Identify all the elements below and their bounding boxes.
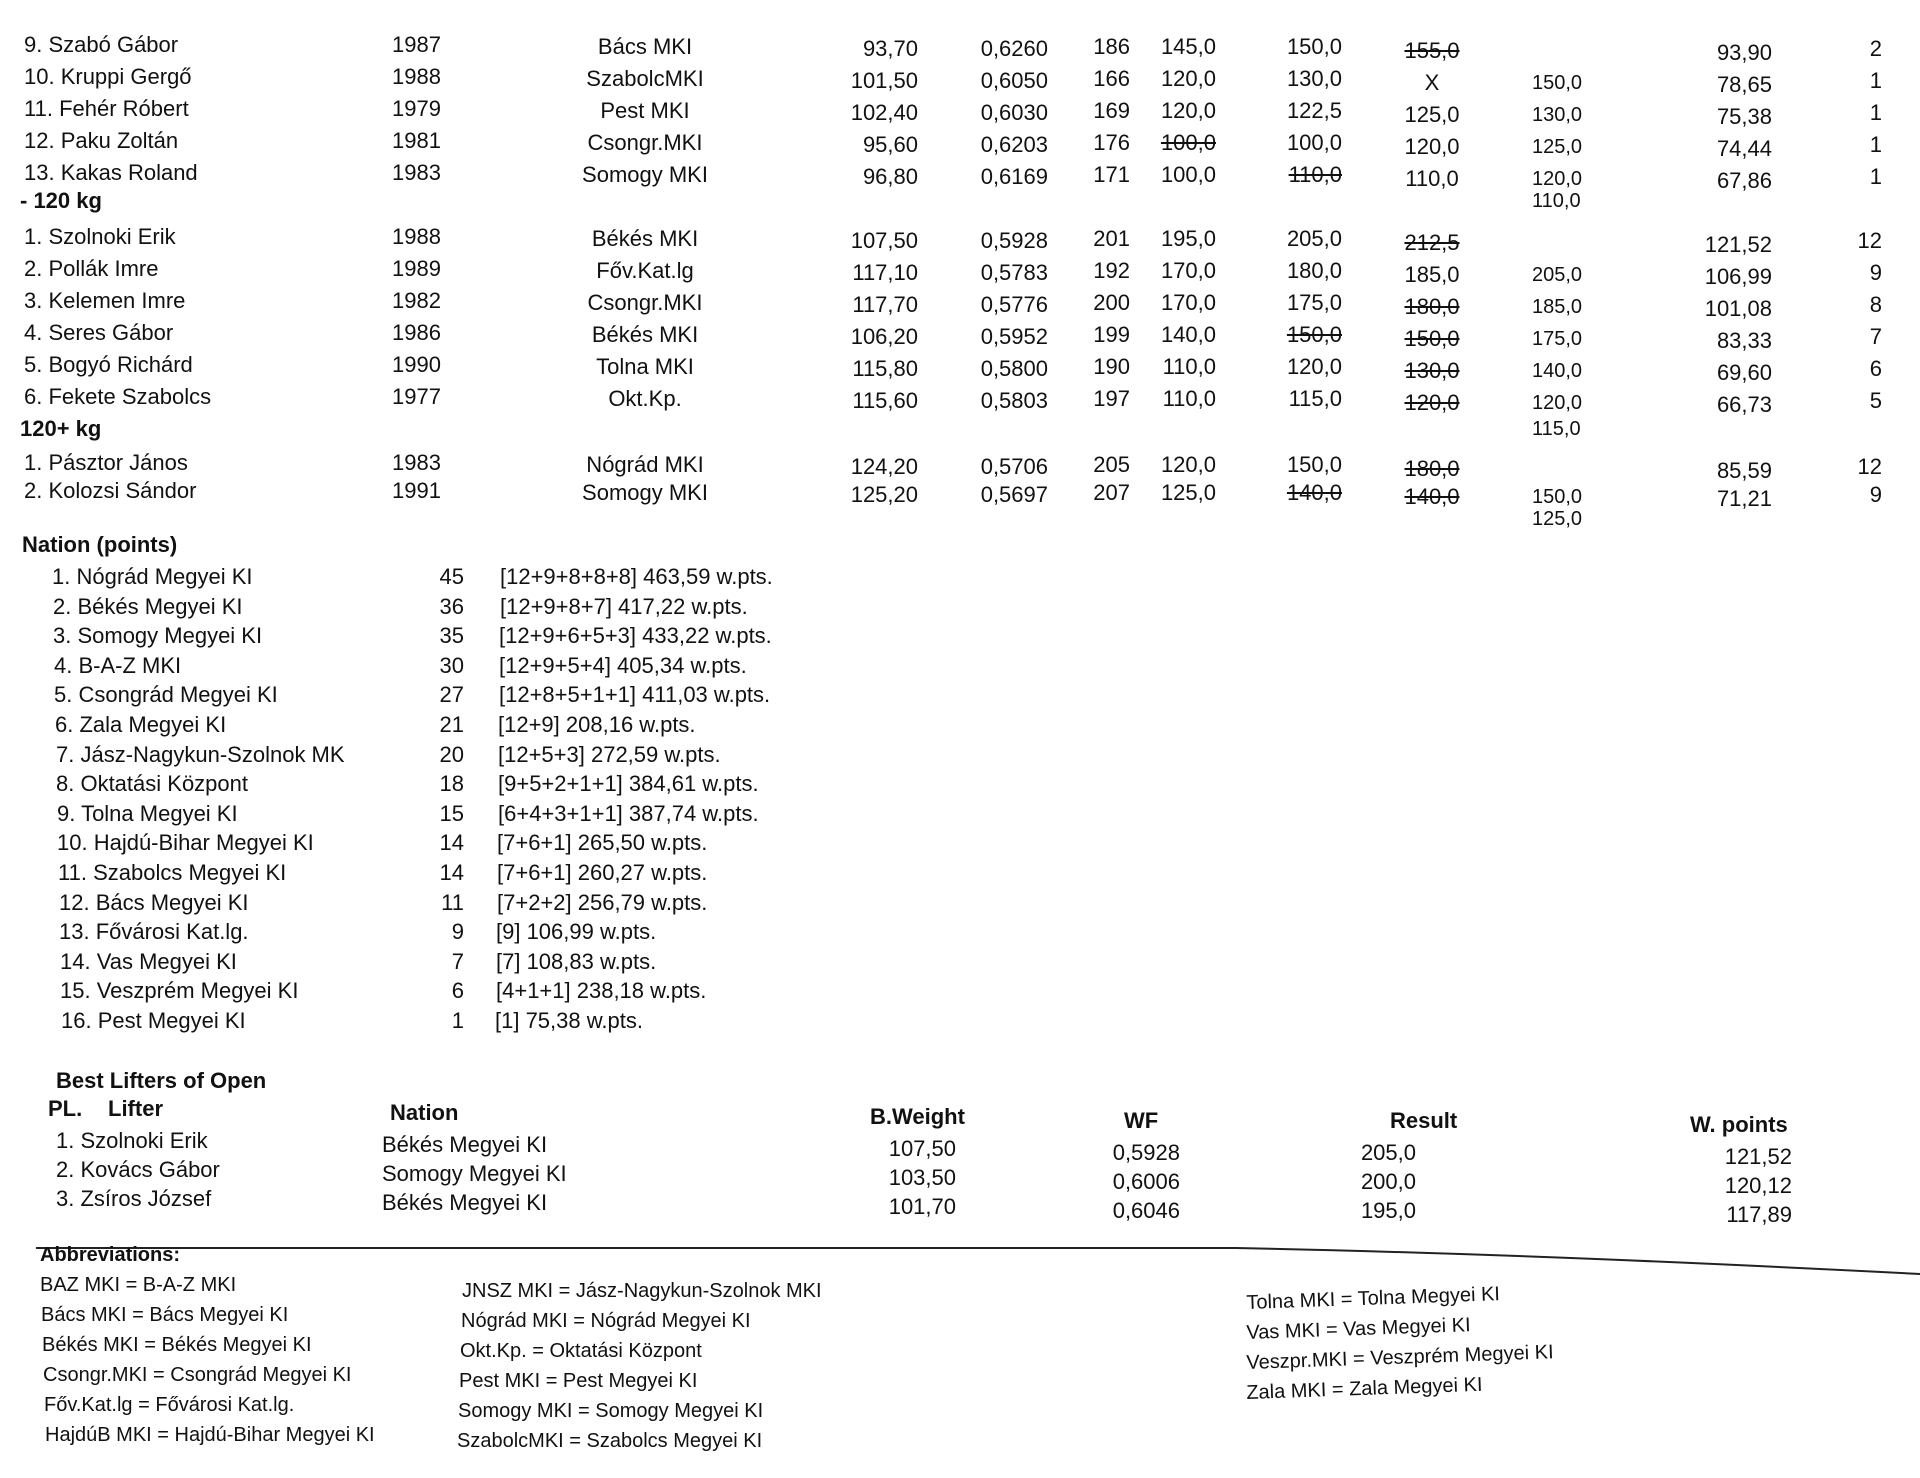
attempt-1: 170,0	[1160, 290, 1216, 315]
weight-class-heading: 120+ kg	[20, 416, 102, 441]
body-weight: 102,40	[850, 100, 918, 125]
attempt-1: 140,0	[1160, 322, 1216, 347]
body-weight: 125,20	[850, 482, 918, 507]
nation-points: 36	[439, 593, 464, 619]
best-lifter-nation: Békés Megyei KI	[382, 1190, 548, 1215]
attempt-1: 145,0	[1160, 34, 1216, 59]
lifter-name: 11. Fehér Róbert	[24, 96, 189, 121]
abbreviation: Tolna MKI = Tolna Megyei KI	[1246, 1283, 1501, 1314]
team: Csongr.MKI	[587, 130, 703, 155]
birth-year: 1982	[392, 288, 441, 313]
nation-detail: [7+6+1] 265,50 w.pts.	[497, 830, 708, 856]
nation-name: 2. Békés Megyei KI	[53, 593, 243, 619]
body-weight: 93,70	[862, 36, 918, 61]
lifter-name: 9. Szabó Gábor	[24, 32, 179, 57]
best-attempt: 150,0	[1532, 486, 1583, 508]
best-lifter-name: 1. Szolnoki Erik	[56, 1128, 208, 1153]
best-attempt: 125,0	[1532, 136, 1583, 158]
lifter-name: 10. Kruppi Gergő	[24, 64, 192, 89]
team: Nógrád MKI	[586, 452, 704, 477]
nation-title: Nation (points)	[22, 532, 178, 557]
attempt-3: 140,0	[1404, 484, 1460, 509]
birth-year: 1977	[392, 384, 441, 409]
team-points: 9	[1869, 482, 1882, 507]
best-attempt: 175,0	[1532, 328, 1583, 350]
best-attempt: 185,0	[1532, 296, 1583, 318]
attempt-2: 150,0	[1286, 452, 1342, 477]
team: Somogy MKI	[582, 162, 708, 187]
best-lifter-result: 195,0	[1360, 1198, 1416, 1223]
nation-detail: [4+1+1] 238,18 w.pts.	[496, 978, 707, 1004]
weight-factor: 0,6030	[980, 100, 1048, 125]
weighted-points: 69,60	[1716, 360, 1772, 385]
nation-points: 1	[451, 1008, 464, 1033]
team-points: 12	[1857, 454, 1882, 479]
nation-detail: [9+5+2+1+1] 384,61 w.pts.	[498, 771, 759, 797]
attempt-3: 180,0	[1404, 294, 1460, 319]
best-lifter-wpoints: 117,89	[1726, 1202, 1792, 1227]
birth-year: 1990	[392, 352, 441, 377]
weight-factor: 0,5697	[980, 482, 1048, 507]
body-weight: 96,80	[862, 164, 918, 189]
weighted-points: 83,33	[1716, 328, 1772, 353]
weight-factor: 0,6203	[980, 132, 1048, 157]
header-wpoints: W. points	[1690, 1112, 1788, 1137]
lot-number: 190	[1093, 354, 1130, 379]
best-lifter-result: 200,0	[1360, 1169, 1416, 1194]
lot-number: 176	[1093, 130, 1130, 155]
nation-detail: [7] 108,83 w.pts.	[496, 948, 657, 974]
attempt-1: 170,0	[1160, 258, 1216, 283]
attempt-1: 120,0	[1160, 452, 1216, 477]
team: Békés MKI	[591, 322, 699, 347]
best-lifter-wf: 0,6046	[1112, 1198, 1180, 1223]
weighted-points: 101,08	[1704, 296, 1772, 321]
abbreviation: Somogy MKI = Somogy Megyei KI	[458, 1400, 764, 1422]
lifter-name: 6. Fekete Szabolcs	[24, 384, 212, 409]
nation-detail: [12+8+5+1+1] 411,03 w.pts.	[499, 682, 771, 708]
lot-number: 201	[1093, 226, 1130, 251]
abbreviation: JNSZ MKI = Jász-Nagykun-Szolnok MKI	[462, 1280, 822, 1302]
abbreviations-title: Abbreviations:	[40, 1244, 181, 1266]
best-lifter-bweight: 101,70	[888, 1194, 956, 1219]
lifter-name: 13. Kakas Roland	[24, 160, 198, 185]
lifter-name: 2. Pollák Imre	[24, 256, 159, 281]
team-points: 8	[1869, 292, 1882, 317]
body-weight: 101,50	[850, 68, 918, 93]
weighted-points: 85,59	[1716, 458, 1772, 483]
team-points: 1	[1869, 68, 1882, 93]
attempt-2: 175,0	[1286, 290, 1342, 315]
nation-name: 10. Hajdú-Bihar Megyei KI	[57, 830, 314, 856]
lifter-name: 2. Kolozsi Sándor	[24, 478, 197, 503]
team-points: 12	[1857, 228, 1882, 253]
team: Okt.Kp.	[608, 386, 682, 411]
nation-detail: [12+9+8+8+8] 463,59 w.pts.	[500, 564, 773, 589]
attempt-3: 150,0	[1404, 326, 1460, 351]
attempt-1: 110,0	[1162, 386, 1216, 411]
attempt-1: 100,0	[1160, 162, 1216, 187]
team-points: 6	[1869, 356, 1882, 381]
birth-year: 1988	[392, 64, 441, 89]
birth-year: 1983	[392, 450, 441, 475]
birth-year: 1991	[392, 478, 441, 503]
best-lifter-wf: 0,5928	[1112, 1140, 1180, 1165]
best-attempt: 120,0	[1532, 392, 1583, 414]
nation-name: 11. Szabolcs Megyei KI	[58, 860, 287, 885]
weight-class-heading: - 120 kg	[20, 188, 102, 213]
body-weight: 106,20	[850, 324, 918, 349]
best-attempt: 115,0	[1532, 418, 1581, 440]
weighted-points: 74,44	[1716, 136, 1772, 161]
birth-year: 1979	[392, 96, 441, 121]
nation-detail: [12+5+3] 272,59 w.pts.	[498, 741, 721, 767]
lifter-name: 4. Seres Gábor	[24, 320, 174, 345]
attempt-2: 120,0	[1286, 354, 1342, 379]
nation-detail: [7+2+2] 256,79 w.pts.	[497, 889, 708, 915]
birth-year: 1983	[392, 160, 441, 185]
attempt-1: 100,0	[1160, 130, 1216, 155]
nation-points: 18	[439, 771, 464, 797]
attempt-1: 110,0	[1162, 354, 1216, 379]
team: Tolna MKI	[596, 354, 694, 379]
weight-factor: 0,5803	[980, 388, 1048, 413]
team: Főv.Kat.lg	[596, 258, 694, 283]
body-weight: 117,10	[852, 260, 918, 285]
lot-number: 171	[1093, 162, 1130, 187]
nation-name: 13. Fővárosi Kat.lg.	[59, 919, 249, 945]
nation-name: 8. Oktatási Központ	[56, 771, 248, 797]
weight-factor: 0,5783	[980, 260, 1048, 285]
nation-detail: [6+4+3+1+1] 387,74 w.pts.	[498, 800, 759, 826]
nation-detail: [12+9] 208,16 w.pts.	[498, 712, 696, 737]
weight-factor: 0,6050	[980, 68, 1048, 93]
weighted-points: 67,86	[1716, 168, 1772, 193]
weight-factor: 0,5776	[980, 292, 1048, 317]
section-divider	[36, 1244, 1920, 1280]
lot-number: 169	[1093, 98, 1130, 123]
body-weight: 115,80	[852, 356, 918, 381]
attempt-3: 155,0	[1404, 38, 1460, 63]
attempt-3: 180,0	[1404, 456, 1460, 481]
abbreviation: Okt.Kp. = Oktatási Központ	[460, 1340, 702, 1362]
lifter-name: 12. Paku Zoltán	[24, 128, 179, 153]
birth-year: 1989	[392, 256, 441, 281]
best-lifter-name: 3. Zsíros József	[56, 1186, 212, 1211]
nation-detail: [9] 106,99 w.pts.	[496, 919, 657, 945]
attempt-2: 100,0	[1286, 130, 1342, 155]
lot-number: 207	[1093, 480, 1130, 505]
nation-points: 6	[451, 978, 464, 1004]
attempt-2: 150,0	[1286, 322, 1342, 347]
lot-number: 166	[1093, 66, 1130, 91]
attempt-3: X	[1424, 70, 1440, 95]
attempt-2: 122,5	[1286, 98, 1342, 123]
header-wf: WF	[1124, 1108, 1159, 1133]
body-weight: 107,50	[850, 228, 918, 253]
attempt-1: 125,0	[1160, 480, 1216, 505]
team-points: 1	[1869, 100, 1882, 125]
nation-detail: [12+9+5+4] 405,34 w.pts.	[499, 652, 747, 678]
birth-year: 1986	[392, 320, 441, 345]
best-attempt: 140,0	[1532, 360, 1583, 382]
abbreviation: Csongr.MKI = Csongrád Megyei KI	[43, 1364, 352, 1386]
attempt-2: 130,0	[1286, 66, 1342, 91]
weight-factor: 0,5928	[980, 228, 1048, 253]
weighted-points: 106,99	[1704, 264, 1772, 289]
nation-points: 14	[439, 830, 464, 856]
lot-number: 200	[1093, 290, 1130, 315]
attempt-1: 195,0	[1160, 226, 1216, 251]
best-lifter-bweight: 103,50	[888, 1165, 956, 1190]
best-attempt: 150,0	[1532, 72, 1583, 94]
attempt-2: 115,0	[1288, 386, 1342, 411]
best-attempt: 125,0	[1532, 508, 1583, 530]
nation-points: 9	[451, 919, 464, 945]
team-points: 9	[1869, 260, 1882, 285]
nation-detail: [1] 75,38 w.pts.	[495, 1008, 643, 1033]
nation-points: 11	[441, 889, 464, 915]
nation-name: 4. B-A-Z MKI	[54, 652, 182, 678]
body-weight: 117,70	[852, 292, 918, 317]
attempt-2: 110,0	[1288, 162, 1342, 187]
best-lifter-wpoints: 121,52	[1724, 1144, 1792, 1169]
best-attempt: 120,0	[1532, 168, 1583, 190]
best-attempt: 205,0	[1532, 264, 1583, 286]
best-lifter-wf: 0,6006	[1112, 1169, 1180, 1194]
nation-name: 1. Nógrád Megyei KI	[52, 564, 253, 589]
lifter-name: 5. Bogyó Richárd	[24, 352, 193, 377]
lifter-name: 3. Kelemen Imre	[24, 288, 186, 313]
best-lifter-bweight: 107,50	[888, 1136, 956, 1161]
nation-name: 7. Jász-Nagykun-Szolnok MK	[56, 741, 345, 767]
nation-points: 7	[451, 948, 464, 974]
nation-points: 15	[439, 800, 464, 826]
nation-name: 14. Vas Megyei KI	[60, 948, 237, 974]
nation-points: 21	[439, 712, 464, 737]
body-weight: 115,60	[852, 388, 918, 413]
nation-points: 30	[439, 652, 464, 678]
nation-name: 16. Pest Megyei KI	[61, 1008, 246, 1033]
abbreviation: Veszpr.MKI = Veszprém Megyei KI	[1246, 1341, 1554, 1374]
attempt-3: 125,0	[1404, 102, 1460, 127]
team: Somogy MKI	[582, 480, 708, 505]
nation-points: 27	[439, 682, 464, 708]
best-attempt: 130,0	[1532, 104, 1583, 126]
attempt-2: 180,0	[1286, 258, 1342, 283]
weighted-points: 78,65	[1716, 72, 1772, 97]
abbreviation: HajdúB MKI = Hajdú-Bihar Megyei KI	[45, 1424, 375, 1446]
body-weight: 124,20	[850, 454, 918, 479]
weight-factor: 0,5952	[980, 324, 1048, 349]
abbreviation: Vas MKI = Vas Megyei KI	[1246, 1314, 1471, 1344]
birth-year: 1987	[392, 32, 441, 57]
abbreviation: Bács MKI = Bács Megyei KI	[41, 1304, 289, 1326]
weight-factor: 0,5800	[980, 356, 1048, 381]
attempt-2: 205,0	[1286, 226, 1342, 251]
team: Pest MKI	[600, 98, 690, 123]
lot-number: 205	[1093, 452, 1130, 477]
weight-factor: 0,6169	[980, 164, 1048, 189]
weight-factor: 0,6260	[980, 36, 1048, 61]
abbreviation: Pest MKI = Pest Megyei KI	[459, 1370, 698, 1392]
nation-points: 14	[439, 860, 464, 885]
attempt-3: 110,0	[1405, 166, 1459, 191]
weighted-points: 93,90	[1716, 40, 1772, 65]
attempt-3: 130,0	[1404, 358, 1460, 383]
nation-points: 20	[439, 741, 464, 767]
nation-detail: [12+9+8+7] 417,22 w.pts.	[500, 593, 748, 619]
birth-year: 1981	[392, 128, 441, 153]
nation-points: 35	[439, 623, 464, 649]
attempt-1: 120,0	[1160, 98, 1216, 123]
abbreviation: Főv.Kat.lg = Fővárosi Kat.lg.	[44, 1394, 295, 1416]
attempt-2: 140,0	[1286, 480, 1342, 505]
header-bweight: B.Weight	[870, 1104, 965, 1129]
best-lifter-name: 2. Kovács Gábor	[56, 1157, 220, 1182]
nation-name: 12. Bács Megyei KI	[59, 889, 249, 915]
lot-number: 199	[1093, 322, 1130, 347]
team-points: 1	[1869, 132, 1882, 157]
lot-number: 192	[1093, 258, 1130, 283]
header-pl: PL.	[48, 1096, 83, 1121]
birth-year: 1988	[392, 224, 441, 249]
best-lifter-result: 205,0	[1360, 1140, 1416, 1165]
nation-detail: [7+6+1] 260,27 w.pts.	[497, 860, 708, 885]
team: SzabolcMKI	[586, 66, 704, 91]
attempt-3: 212,5	[1404, 230, 1460, 255]
attempt-3: 185,0	[1404, 262, 1460, 287]
team: Békés MKI	[591, 226, 699, 251]
nation-name: 15. Veszprém Megyei KI	[60, 978, 299, 1004]
header-result: Result	[1390, 1108, 1458, 1133]
attempt-2: 150,0	[1286, 34, 1342, 59]
nation-name: 6. Zala Megyei KI	[55, 712, 227, 737]
team-points: 2	[1869, 36, 1882, 61]
nation-name: 9. Tolna Megyei KI	[57, 800, 238, 826]
best-lifter-nation: Somogy Megyei KI	[382, 1161, 567, 1186]
attempt-1: 120,0	[1160, 66, 1216, 91]
team-points: 5	[1869, 388, 1882, 413]
lot-number: 186	[1093, 34, 1130, 59]
attempt-3: 120,0	[1404, 134, 1460, 159]
team: Bács MKI	[597, 34, 693, 59]
weighted-points: 75,38	[1716, 104, 1772, 129]
weighted-points: 66,73	[1716, 392, 1772, 417]
best-lifters-title: Best Lifters of Open	[56, 1068, 267, 1093]
best-lifter-nation: Békés Megyei KI	[382, 1132, 548, 1157]
best-attempt: 110,0	[1532, 190, 1581, 212]
team-points: 7	[1869, 324, 1882, 349]
team-points: 1	[1869, 164, 1882, 189]
weight-factor: 0,5706	[980, 454, 1048, 479]
nation-detail: [12+9+6+5+3] 433,22 w.pts.	[499, 623, 772, 649]
nation-points: 45	[439, 564, 464, 589]
best-lifter-wpoints: 120,12	[1724, 1173, 1792, 1198]
lifter-name: 1. Szolnoki Erik	[24, 224, 176, 249]
abbreviation: BAZ MKI = B-A-Z MKI	[40, 1274, 237, 1296]
abbreviation: SzabolcMKI = Szabolcs Megyei KI	[457, 1430, 763, 1452]
lot-number: 197	[1093, 386, 1130, 411]
abbreviation: Nógrád MKI = Nógrád Megyei KI	[461, 1310, 751, 1332]
weighted-points: 121,52	[1704, 232, 1772, 257]
weighted-points: 71,21	[1716, 486, 1772, 511]
team: Csongr.MKI	[587, 290, 703, 315]
body-weight: 95,60	[862, 132, 918, 157]
nation-name: 3. Somogy Megyei KI	[53, 623, 263, 649]
header-lifter: Lifter	[108, 1096, 163, 1121]
abbreviation: Békés MKI = Békés Megyei KI	[42, 1334, 312, 1356]
attempt-3: 120,0	[1404, 390, 1460, 415]
abbreviation: Zala MKI = Zala Megyei KI	[1246, 1373, 1483, 1404]
lifter-name: 1. Pásztor János	[24, 450, 188, 475]
nation-name: 5. Csongrád Megyei KI	[54, 682, 278, 708]
header-nation: Nation	[390, 1100, 459, 1125]
